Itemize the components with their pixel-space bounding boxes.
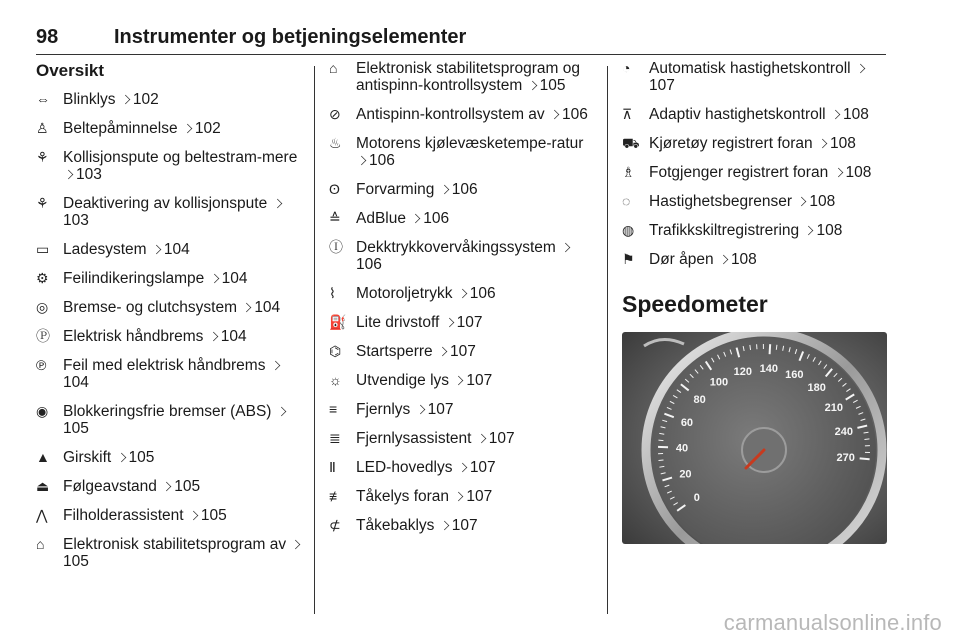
airbag-icon: ⚘	[36, 149, 49, 165]
item-label: Utvendige lys	[356, 372, 450, 389]
abs-icon: ◉	[36, 403, 49, 419]
item-label: Startsperre	[356, 343, 433, 360]
led-headlight-icon: Ⅱ	[329, 459, 336, 475]
list-item	[622, 60, 892, 94]
item-label: Ladesystem	[63, 241, 147, 258]
vehicle-ahead-icon: ⛟	[622, 135, 640, 151]
list-item	[622, 135, 892, 152]
item-label: Fjernlys	[356, 401, 411, 418]
list-item	[622, 193, 892, 210]
page-ref[interactable]: 107	[427, 401, 454, 418]
item-label: Feil med elektrisk håndbrems	[63, 357, 266, 374]
item-label: Motoroljetrykk	[356, 285, 453, 302]
page-ref-icon	[550, 110, 560, 120]
adblue-icon: ≙	[329, 210, 341, 226]
list-item	[36, 536, 306, 570]
page-ref[interactable]: 106	[451, 181, 478, 198]
list-item	[329, 459, 597, 476]
item-label: Fotgjenger registrert foran	[649, 164, 829, 181]
front-fog-icon: ≢	[329, 488, 343, 504]
page-ref[interactable]: 106	[369, 152, 395, 169]
speedometer-scale-label: 60	[680, 416, 694, 429]
speedometer-scale-label: 120	[733, 365, 752, 378]
page-ref-icon	[458, 289, 468, 299]
item-label: Bremse- og clutchsystem	[63, 299, 237, 316]
item-label: Elektronisk stabilitetsprogram av	[63, 536, 287, 553]
section-title: Oversikt	[36, 61, 105, 80]
page-ref-icon	[818, 139, 828, 149]
list-item	[36, 299, 306, 316]
engine-icon: ⚙	[36, 270, 49, 286]
page-ref-icon	[208, 332, 218, 342]
item-label: Forvarming	[356, 181, 435, 198]
page-header	[36, 24, 886, 55]
list-item	[329, 181, 597, 198]
list-item	[36, 328, 306, 345]
page-ref-icon	[183, 124, 193, 134]
speedometer-scale-label: 160	[785, 368, 804, 381]
list-item	[329, 372, 597, 389]
page-ref[interactable]: 106	[469, 285, 496, 302]
item-label: Dør åpen	[649, 251, 714, 268]
page-ref[interactable]: 104	[254, 299, 281, 316]
page-ref-icon	[444, 318, 454, 328]
list-item	[36, 403, 306, 437]
page-ref[interactable]: 103	[76, 166, 102, 183]
page-ref-icon	[411, 214, 421, 224]
fuel-icon: ⛽	[329, 314, 347, 330]
page-ref[interactable]: 106	[561, 106, 588, 123]
speedometer-tick	[860, 458, 870, 459]
speedometer-scale-label: 40	[675, 442, 689, 455]
list-item	[329, 60, 597, 94]
list-item	[329, 314, 597, 331]
page-number: 98	[36, 26, 59, 48]
list-item	[329, 488, 597, 505]
item-label: Dekktrykkovervåkingssystem	[356, 239, 556, 256]
item-label: Elektronisk stabilitetsprogram og antispinn-kontrollsystem	[356, 60, 580, 94]
page-ref-icon	[804, 226, 814, 236]
speedometer-scale-label: 100	[709, 376, 729, 389]
speedometer-tick	[776, 345, 777, 350]
door-open-icon: ⚑	[622, 251, 635, 267]
page-ref[interactable]: 104	[221, 270, 248, 287]
page-ref-icon	[152, 245, 162, 255]
item-label: Beltepåminnelse	[63, 120, 178, 137]
page-ref-icon	[856, 64, 866, 74]
column-3	[622, 60, 892, 544]
list-item	[36, 357, 306, 391]
item-label: Fjernlysassistent	[356, 430, 472, 447]
speed-limiter-icon: ◌	[622, 193, 631, 209]
page-ref-icon	[64, 170, 74, 180]
page-ref[interactable]: 107	[456, 314, 483, 331]
immobiliser-icon: ⌬	[329, 343, 342, 359]
high-beam-icon: ≡	[329, 401, 338, 417]
watermark: carmanualsonline.info	[723, 610, 942, 635]
speedometer-scale-label: 210	[824, 401, 843, 414]
page-ref[interactable]: 108	[842, 106, 869, 123]
list-item	[36, 195, 306, 229]
column-2	[329, 60, 597, 546]
column-divider	[314, 66, 315, 614]
item-label: Feilindikeringslampe	[63, 270, 205, 287]
item-label: Adaptiv hastighetskontroll	[649, 106, 826, 123]
seatbelt-icon: ♙	[36, 120, 49, 136]
page-ref-icon	[439, 185, 449, 195]
lane-assist-icon: ⋀	[36, 507, 48, 523]
item-label: Blokkeringsfrie bremser (ABS)	[63, 403, 272, 420]
page-ref-icon	[797, 197, 807, 207]
list-item	[329, 430, 597, 447]
list-item	[36, 478, 306, 495]
page-ref-icon	[189, 511, 199, 521]
page-ref[interactable]: 105	[200, 507, 227, 524]
list-item	[329, 517, 597, 534]
page-ref-icon	[415, 405, 425, 415]
gearshift-icon: ▲	[36, 449, 50, 465]
traffic-sign-icon: ◍	[622, 222, 635, 238]
indicator-list	[36, 91, 306, 570]
following-distance-icon: ⏏	[36, 478, 50, 494]
list-item	[622, 222, 892, 239]
esc-icon: ⌂	[329, 60, 338, 76]
speedometer-scale-label: 80	[693, 394, 706, 407]
item-label: Trafikkskiltregistrering	[649, 222, 800, 239]
page-ref-icon	[719, 255, 729, 265]
page-title: Instrumenter og betjeningselementer	[114, 26, 467, 48]
page-ref-icon	[476, 434, 486, 444]
page-ref[interactable]: 105	[63, 553, 89, 570]
page-ref-icon	[291, 540, 301, 550]
airbag-off-icon: ⚘	[36, 195, 49, 211]
page-ref[interactable]: 102	[132, 91, 159, 108]
list-item	[329, 210, 597, 227]
page-ref-icon	[438, 347, 448, 357]
page-ref[interactable]: 105	[539, 77, 566, 94]
speedometer-image	[622, 332, 887, 544]
page-ref[interactable]: 107	[466, 488, 493, 505]
traction-off-icon: ⊘	[329, 106, 341, 122]
page-ref[interactable]: 108	[829, 135, 856, 152]
item-label: Følgeavstand	[63, 478, 157, 495]
item-label: Hastighetsbegrenser	[649, 193, 793, 210]
page-ref[interactable]: 105	[174, 478, 201, 495]
speedometer-tick	[750, 345, 751, 350]
page-ref[interactable]: 102	[194, 120, 221, 137]
item-label: AdBlue	[356, 210, 406, 227]
page-ref-icon	[454, 376, 464, 386]
pedestrian-icon: ♗	[622, 164, 635, 180]
speedometer-tick	[770, 344, 771, 354]
speedometer-scale-label: 0	[693, 492, 700, 505]
page-ref-icon	[357, 156, 367, 166]
speedometer-title: Speedometer	[622, 291, 768, 317]
item-label: Deaktivering av kollisjonspute	[63, 195, 268, 212]
turn-signal-icon: ⇔	[36, 91, 50, 107]
esc-off-icon: ⌂	[36, 536, 45, 552]
item-label: Girskift	[63, 449, 112, 466]
indicator-list	[622, 60, 892, 268]
speedometer-scale-label: 240	[834, 426, 853, 439]
page-ref-icon	[833, 168, 843, 178]
speedometer-scale-label: 180	[807, 382, 826, 395]
item-label: Tåkelys foran	[356, 488, 450, 505]
page-ref-icon	[561, 243, 571, 253]
page-ref[interactable]: 107	[488, 430, 515, 447]
list-item	[329, 285, 597, 302]
page-ref-icon	[121, 95, 131, 105]
page-ref[interactable]: 104	[163, 241, 190, 258]
page-ref-icon	[272, 199, 282, 209]
list-item	[329, 239, 597, 273]
rear-fog-icon: ⊄	[329, 517, 341, 533]
page-ref[interactable]: 106	[356, 256, 382, 273]
page-ref-icon	[527, 81, 537, 91]
list-item	[622, 251, 892, 268]
adaptive-cruise-icon: ⊼	[622, 106, 633, 122]
item-label: Automatisk hastighetskontroll	[649, 60, 851, 77]
list-item	[36, 449, 306, 466]
speedometer-scale-label: 140	[759, 363, 778, 376]
page-ref[interactable]: 107	[649, 77, 675, 94]
list-item	[329, 135, 597, 169]
page-ref[interactable]: 108	[816, 222, 843, 239]
item-label: Kollisjonspute og beltestram-mere	[63, 149, 298, 166]
page-ref-icon	[116, 453, 126, 463]
page-ref[interactable]: 108	[809, 193, 836, 210]
item-label: LED-hovedlys	[356, 459, 453, 476]
item-label: Antispinn-kontrollsystem av	[356, 106, 545, 123]
column-1	[36, 60, 306, 582]
list-item	[36, 507, 306, 524]
page-ref[interactable]: 107	[451, 517, 478, 534]
page-ref-icon	[270, 361, 280, 371]
page-ref[interactable]: 107	[466, 372, 493, 389]
high-beam-assist-icon: ≣	[329, 430, 341, 446]
coolant-temp-icon: ♨	[329, 135, 342, 151]
page-ref-icon	[242, 303, 252, 313]
page-ref[interactable]: 107	[449, 343, 476, 360]
page-ref-icon	[209, 274, 219, 284]
page-ref[interactable]: 105	[63, 420, 89, 437]
page-ref-icon	[276, 407, 286, 417]
page-ref-icon	[831, 110, 841, 120]
page-ref-icon	[162, 482, 172, 492]
item-label: Kjøretøy registrert foran	[649, 135, 813, 152]
page-ref[interactable]: 106	[423, 210, 450, 227]
list-item	[36, 120, 306, 137]
preheat-icon: ʘ	[329, 181, 340, 197]
speedometer-tick	[864, 439, 869, 440]
list-item	[36, 241, 306, 258]
page-ref[interactable]: 107	[469, 459, 496, 476]
page-ref-icon	[439, 521, 449, 531]
page-ref[interactable]: 104	[220, 328, 247, 345]
page-ref-icon	[454, 492, 464, 502]
list-item	[36, 149, 306, 183]
item-label: Filholderassistent	[63, 507, 184, 524]
speedometer-scale-label: 20	[679, 468, 692, 481]
list-item	[329, 343, 597, 360]
list-item	[36, 270, 306, 287]
parking-brake-fault-icon: ℗	[36, 357, 47, 373]
column-divider	[607, 66, 608, 614]
page-ref[interactable]: 104	[63, 374, 89, 391]
list-item	[329, 106, 597, 123]
parking-brake-icon: Ⓟ	[36, 328, 50, 344]
item-label: Elektrisk håndbrems	[63, 328, 204, 345]
page-ref-icon	[458, 463, 468, 473]
list-item	[329, 401, 597, 418]
list-item	[36, 91, 306, 108]
brake-icon: ◎	[36, 299, 49, 315]
tire-pressure-icon: Ⓘ	[329, 239, 343, 255]
item-label: Motorens kjølevæsketempe-ratur	[356, 135, 584, 152]
page-ref[interactable]: 108	[845, 164, 872, 181]
item-label: Lite drivstoff	[356, 314, 440, 331]
cruise-control-icon: ◔	[622, 60, 631, 76]
page-ref[interactable]: 108	[730, 251, 757, 268]
page-ref[interactable]: 105	[128, 449, 155, 466]
item-label: Tåkebaklys	[356, 517, 435, 534]
page-ref[interactable]: 103	[63, 212, 89, 229]
list-item	[622, 106, 892, 123]
exterior-lights-icon: ☼	[329, 372, 342, 388]
list-item	[622, 164, 892, 181]
indicator-list	[329, 60, 597, 534]
oil-pressure-icon: ⌇	[329, 285, 336, 301]
item-label: Blinklys	[63, 91, 116, 108]
battery-icon: ▭	[36, 241, 50, 257]
speedometer-scale-label: 270	[836, 452, 855, 465]
